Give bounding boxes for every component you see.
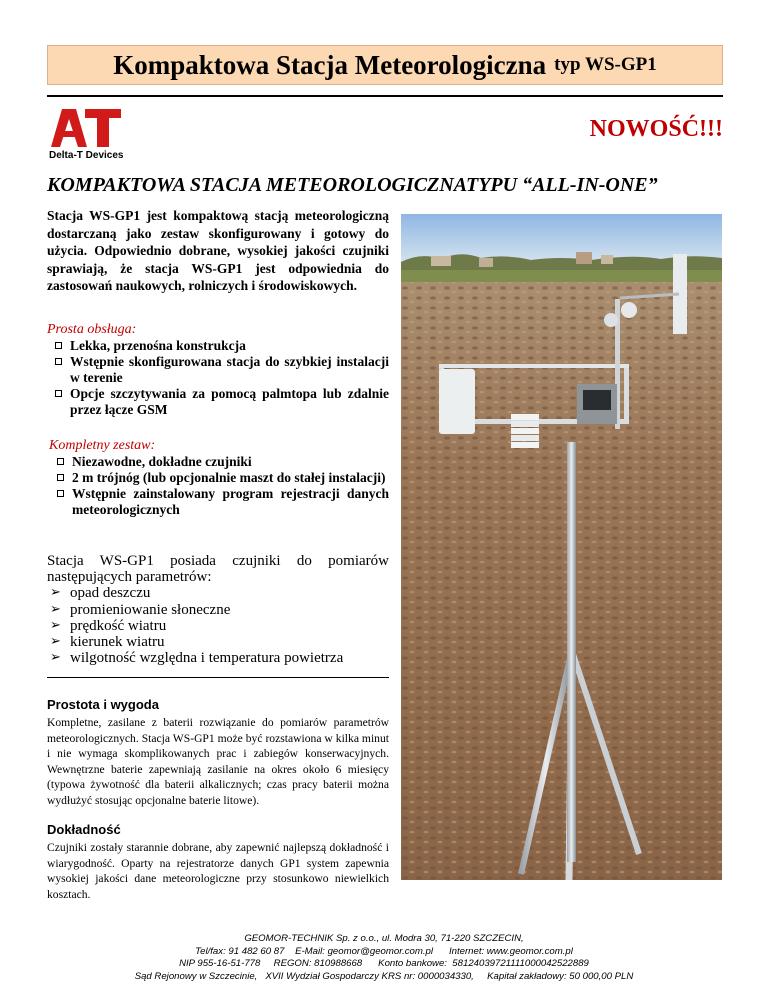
list-item: ➢ wilgotność względna i temperatura powietrza bbox=[50, 650, 344, 667]
page-title: Kompaktowa Stacja Meteorologiczna bbox=[113, 49, 547, 80]
list-item: ➢ opad deszczu bbox=[50, 585, 151, 602]
list-item: ➢ kierunek wiatru bbox=[50, 634, 165, 651]
list-item: Lekka, przenośna konstrukcja bbox=[47, 338, 389, 354]
checkbox-bullet-icon bbox=[57, 474, 64, 481]
arrow-bullet-icon: ➢ bbox=[50, 601, 61, 617]
checkbox-bullet-icon bbox=[55, 342, 62, 349]
arrow-bullet-icon: ➢ bbox=[50, 585, 61, 601]
section-heading: Prostota i wygoda bbox=[47, 697, 159, 712]
parameters-intro: Stacja WS-GP1 posiada czujniki do pomiarów następujących parametrów: bbox=[47, 553, 389, 586]
section-heading: Dokładność bbox=[47, 822, 121, 837]
section-divider bbox=[47, 677, 389, 678]
list-item: 2 m trójnóg (lub opcjonalnie maszt do stałej instalacji) bbox=[49, 470, 389, 486]
arrow-bullet-icon: ➢ bbox=[50, 617, 61, 633]
section-body: Czujniki zostały starannie dobrane, aby zapewnić najlepszą dokładność i wiarygodność. Oparty na rejestratorze danych GP1 system zapewnia wysokiej jakości dane meteorologiczne przy stosunkowo niewielkich kosztach. bbox=[47, 841, 389, 901]
weather-station-photo bbox=[401, 214, 722, 880]
list-item: ➢ prędkość wiatru bbox=[50, 617, 167, 634]
arrow-bullet-icon: ➢ bbox=[50, 650, 61, 666]
list-item: Wstępnie skonfigurowana stacja do szybkiej instalacji w terenie bbox=[47, 354, 389, 386]
checkbox-bullet-icon bbox=[57, 490, 64, 497]
checkbox-bullet-icon bbox=[55, 358, 62, 365]
section-complete-set bbox=[49, 438, 389, 518]
footer-court: Sąd Rejonowy w Szczecinie, XVII Wydział Gospodarczy KRS nr: 0000034330, Kapitał zakładowy: 50 000,00 PLN bbox=[134, 970, 634, 982]
section-simplicity bbox=[47, 697, 389, 809]
parameters-block bbox=[47, 553, 389, 666]
section-body: Kompletne, zasilane z baterii rozwiązanie do pomiarów parametrów meteorologicznych. Stacja WS-GP1 może być rozstawiona w kilka minut i nie wymaga skomplikowanych prac i zabiegów konserwacyjnych. Wewnętrzne baterie zapewniają zasilanie na okres około 6 miesięcy (typowa żywotność dla baterii alkalicznych; czas pracy baterii można wydłużyć stosując opcjonalne baterie litowe). bbox=[47, 716, 389, 807]
checkbox-bullet-icon bbox=[57, 458, 64, 465]
list-item: ➢ promieniowanie słoneczne bbox=[50, 601, 231, 618]
page-subtitle: typ WS-GP1 bbox=[554, 54, 657, 75]
footer bbox=[0, 933, 768, 983]
new-badge: NOWOŚĆ!!! bbox=[589, 116, 723, 142]
headline: KOMPAKTOWA STACJA METEOROLOGICZNATYPU “ALL-IN-ONE” bbox=[47, 174, 658, 196]
delta-t-logo-icon bbox=[49, 109, 121, 147]
list-item: Wstępnie zainstalowany program rejestracji danych meteorologicznych bbox=[49, 486, 389, 518]
footer-contact: Tel/fax: 91 482 60 87 E-Mail: geomor@geomor.com.pl Internet: www.geomor.com.pl bbox=[195, 945, 573, 957]
intro-paragraph: Stacja WS-GP1 jest kompaktową stacją meteorologiczną dostarczaną jako zestaw skonfigurowany i gotowy do użycia. Odpowiednio dobrane, wysokiej jakości czujniki sprawiają, że stacja WS-GP1 jest odpowiednia do zastosowań naukowych, rolniczych i środowiskowych. bbox=[47, 208, 389, 294]
logo-caption: Delta-T Devices bbox=[49, 150, 124, 161]
footer-address: GEOMOR-TECHNIK Sp. z o.o., ul. Modra 30, 71-220 SZCZECIN, bbox=[244, 933, 524, 944]
section-accuracy bbox=[47, 822, 389, 902]
section-title: Prosta obsługa: bbox=[47, 322, 137, 337]
title-banner bbox=[47, 45, 723, 85]
section-title: Kompletny zestaw: bbox=[49, 438, 156, 453]
footer-registry: NIP 955-16-51-778 REGON: 810988668 Konto bankowe: 58124039721111000042522889 bbox=[179, 958, 589, 970]
arrow-bullet-icon: ➢ bbox=[50, 634, 61, 650]
list-item: Niezawodne, dokładne czujniki bbox=[49, 454, 389, 470]
title-divider bbox=[47, 95, 723, 97]
delta-t-logo bbox=[49, 109, 124, 163]
checkbox-bullet-icon bbox=[55, 390, 62, 397]
list-item: Opcje szczytywania za pomocą palmtopa lub zdalnie przez łącze GSM bbox=[47, 386, 389, 418]
section-easy-use bbox=[47, 322, 389, 418]
